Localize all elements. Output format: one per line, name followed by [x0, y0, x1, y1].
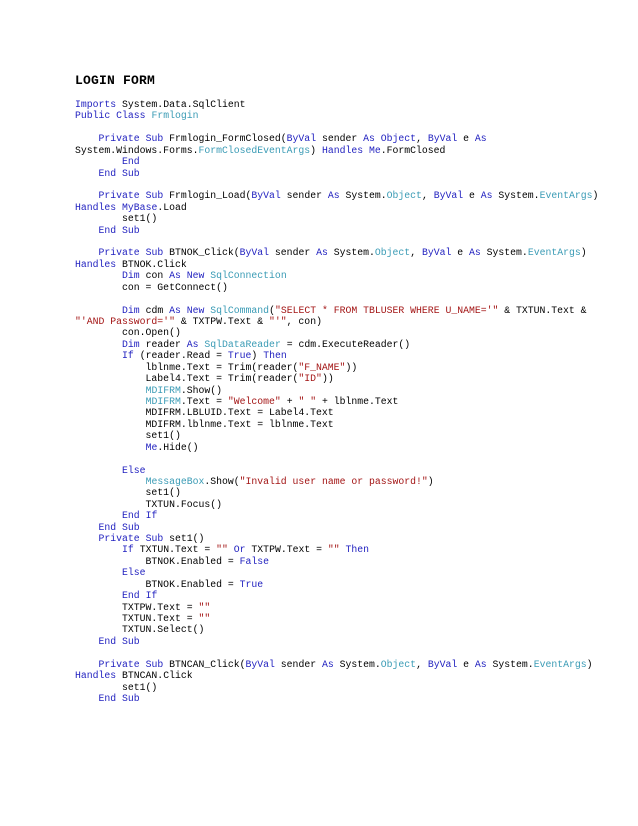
code-token: [75, 465, 122, 476]
code-token: MyBase: [122, 201, 158, 213]
code-token: MDIFRM.lblnme.Text = lblnme.Text: [75, 418, 334, 430]
code-token: Private Sub: [98, 190, 164, 202]
code-token: FormClosedEventArgs: [198, 144, 311, 156]
code-token: Me: [145, 441, 158, 453]
code-token: [75, 168, 99, 179]
code-token: sender: [269, 247, 317, 259]
code-line: [75, 259, 595, 270]
code-token: End Sub: [98, 224, 140, 236]
code-token: MDIFRM: [145, 395, 181, 407]
code-line: [75, 110, 595, 121]
code-token: ): [586, 658, 593, 670]
code-token: ): [310, 144, 322, 156]
code-token: Public Class: [75, 110, 146, 122]
code-token: reader: [139, 338, 187, 350]
code-token: + lblnme.Text: [316, 395, 399, 407]
code-token: [75, 659, 99, 670]
code-line: [75, 293, 595, 304]
code-token: Handles: [75, 258, 117, 270]
code-token: ByVal: [286, 133, 317, 145]
code-line: [75, 282, 595, 293]
code-token: BTNCAN_Click(: [163, 658, 246, 670]
code-line: [75, 316, 595, 327]
code-token: "'": [269, 316, 287, 328]
code-line: [75, 442, 595, 453]
code-token: .Show(: [204, 475, 240, 487]
code-token: As: [480, 190, 493, 202]
code-line: [75, 533, 595, 544]
code-token: Else: [122, 567, 146, 579]
code-line: [75, 179, 595, 190]
code-token: ): [580, 247, 587, 259]
code-token: Label4.Text = Trim(reader(: [75, 373, 299, 385]
code-token: [75, 636, 99, 647]
code-token: System.: [333, 658, 381, 670]
code-line: [75, 327, 595, 338]
code-token: BTNOK.Enabled =: [75, 555, 240, 567]
code-token: As: [327, 190, 340, 202]
code-line: [75, 168, 595, 179]
code-token: Private Sub: [98, 133, 164, 145]
code-token: set1(): [75, 681, 158, 693]
code-token: Object: [380, 133, 417, 145]
code-line: [75, 407, 595, 418]
code-token: Private Sub: [98, 247, 164, 259]
code-token: Me: [368, 144, 381, 156]
code-token: con: [139, 270, 170, 282]
code-token: System.: [480, 247, 528, 259]
code-line: [75, 567, 595, 578]
code-token: .Hide(): [157, 441, 199, 453]
code-token: "ID": [298, 373, 322, 385]
code-token: As New: [169, 304, 205, 316]
code-token: SqlConnection: [210, 270, 287, 282]
code-token: TXTUN.Select(): [75, 624, 205, 636]
code-line: [75, 624, 595, 635]
code-token: e: [457, 658, 475, 670]
code-token: [75, 522, 99, 533]
code-line: [75, 476, 595, 487]
code-token: e: [463, 190, 481, 202]
code-token: ,: [410, 247, 422, 259]
code-token: (: [269, 304, 275, 316]
code-token: sender: [280, 190, 328, 202]
code-token: TXTUN.Text =: [75, 612, 199, 624]
code-token: End Sub: [98, 167, 140, 179]
code-token: set1(): [75, 487, 181, 499]
code-token: sender: [274, 658, 322, 670]
code-token: TXTPW.Text =: [75, 601, 199, 613]
code-token: ByVal: [427, 133, 458, 145]
code-token: [75, 442, 146, 453]
code-token: ByVal: [427, 658, 458, 670]
code-line: [75, 556, 595, 567]
code-token: End Sub: [98, 692, 140, 704]
code-token: End Sub: [98, 635, 140, 647]
code-token: [75, 156, 122, 167]
code-token: ,: [416, 133, 428, 145]
code-token: ): [592, 190, 599, 202]
code-token: Or: [233, 544, 246, 556]
code-token: "": [216, 544, 228, 556]
code-line: [75, 682, 595, 693]
code-token: "": [198, 601, 211, 613]
code-token: Dim: [122, 270, 140, 282]
page-title: LOGIN FORM: [75, 73, 156, 88]
code-token: "Welcome": [227, 395, 281, 407]
code-line: [75, 270, 595, 281]
code-line: [75, 122, 595, 133]
code-token: set1(): [75, 430, 181, 442]
code-line: [75, 156, 595, 167]
code-token: MDIFRM: [145, 384, 181, 396]
code-token: & TXTPW.Text &: [174, 316, 270, 328]
code-token: Handles: [75, 201, 117, 213]
code-token: BTNOK.Click: [116, 258, 187, 270]
code-token: [75, 305, 122, 316]
code-line: [75, 99, 595, 110]
code-token: EventArgs: [527, 247, 581, 259]
code-token: Handles: [75, 670, 117, 682]
code-token: System.Windows.Forms.: [75, 144, 199, 156]
code-token: ,: [416, 658, 428, 670]
code-line: [75, 647, 595, 658]
code-token: TXTUN.Focus(): [75, 498, 222, 510]
code-line: [75, 613, 595, 624]
code-listing: [75, 99, 599, 704]
code-token: con.Open(): [75, 327, 181, 339]
code-token: As New: [169, 270, 205, 282]
code-token: ByVal: [433, 190, 464, 202]
code-line: [75, 453, 595, 464]
code-token: sender: [316, 133, 364, 145]
code-token: SqlDataReader: [204, 338, 281, 350]
code-token: End Sub: [98, 521, 140, 533]
code-token: (reader.Read =: [133, 350, 228, 362]
code-token: EventArgs: [533, 658, 587, 670]
code-token: ByVal: [421, 247, 452, 259]
code-token: [75, 693, 99, 704]
code-token: [75, 476, 146, 487]
code-token: "'AND Password='": [75, 316, 175, 328]
code-token: ByVal: [239, 247, 270, 259]
code-token: TXTUN.Text =: [133, 544, 217, 556]
code-token: As: [316, 247, 328, 259]
code-line: [75, 350, 595, 361]
code-token: Object: [374, 247, 411, 259]
code-token: .Load: [157, 201, 187, 213]
code-token: System.: [339, 190, 387, 202]
code-token: If: [122, 544, 134, 556]
code-token: [75, 533, 99, 544]
code-line: [75, 544, 595, 555]
code-token: SqlCommand: [210, 304, 270, 316]
code-token: System.: [486, 658, 534, 670]
code-token: [75, 590, 122, 601]
code-token: Dim: [122, 304, 140, 316]
code-token: Then: [345, 544, 370, 556]
code-line: [75, 145, 595, 156]
code-token: As: [474, 658, 487, 670]
code-token: End If: [122, 510, 158, 522]
code-line: [75, 373, 595, 384]
code-token: [75, 567, 122, 578]
code-token: [75, 270, 122, 281]
code-token: ByVal: [245, 658, 275, 670]
code-token: [75, 247, 99, 258]
code-token: As: [321, 658, 334, 670]
code-token: +: [280, 395, 299, 407]
code-token: & TXTUN.Text &: [498, 304, 587, 316]
code-token: .FormClosed: [380, 144, 446, 156]
code-token: Private Sub: [98, 658, 164, 670]
code-line: [75, 202, 595, 213]
code-line: [75, 133, 595, 144]
code-token: set1(): [75, 213, 158, 225]
code-token: [75, 350, 122, 361]
code-line: [75, 213, 595, 224]
code-token: System.: [492, 190, 540, 202]
code-line: [75, 579, 595, 590]
code-token: System.: [327, 247, 375, 259]
code-token: set1(): [163, 533, 205, 545]
code-token: False: [239, 555, 270, 567]
code-line: [75, 636, 595, 647]
code-line: [75, 670, 595, 681]
code-token: [75, 544, 122, 555]
code-token: [75, 190, 99, 201]
code-token: TXTPW.Text =: [245, 544, 328, 556]
code-token: BTNCAN.Click: [116, 670, 193, 682]
code-token: As: [363, 133, 375, 145]
code-token: Dim: [122, 338, 140, 350]
code-token: End If: [122, 590, 158, 602]
code-token: System.Data.SqlClient: [116, 99, 246, 110]
code-line: [75, 396, 595, 407]
code-token: BTNOK_Click(: [163, 247, 240, 259]
code-line: [75, 510, 595, 521]
code-token: As: [186, 338, 199, 350]
code-token: Handles: [321, 144, 364, 156]
code-token: Imports: [75, 99, 117, 110]
code-token: ): [251, 350, 264, 362]
code-token: [75, 510, 122, 521]
code-token: True: [239, 578, 264, 590]
code-line: [75, 339, 595, 350]
code-token: lblnme.Text = Trim(reader(: [75, 361, 299, 373]
code-token: As: [469, 247, 481, 259]
code-token: , con): [286, 316, 322, 328]
code-line: [75, 190, 599, 202]
code-line: [75, 236, 595, 247]
code-line: [75, 225, 595, 236]
code-line: [75, 362, 595, 373]
code-token: "SELECT * FROM TBLUSER WHERE U_NAME='": [274, 304, 499, 316]
code-token: [75, 339, 122, 350]
code-token: True: [227, 350, 252, 362]
code-line: [75, 419, 595, 430]
code-token: con = GetConnect(): [75, 281, 228, 293]
code-token: EventArgs: [539, 190, 593, 202]
code-line: [75, 602, 595, 613]
code-token: "F_NAME": [298, 361, 346, 373]
code-token: BTNOK.Enabled =: [75, 578, 240, 590]
code-token: [75, 396, 146, 407]
code-token: " ": [298, 395, 317, 407]
code-line: [75, 305, 595, 316]
code-line: [75, 487, 595, 498]
code-token: As: [474, 133, 487, 145]
code-token: ,: [421, 190, 434, 202]
code-line: [75, 659, 595, 670]
code-token: ByVal: [251, 190, 281, 202]
code-token: Frmlogin_Load(: [163, 190, 252, 202]
code-token: Else: [122, 464, 146, 476]
code-token: End: [122, 156, 140, 168]
code-line: [75, 499, 595, 510]
code-token: Object: [380, 658, 417, 670]
code-token: "": [327, 544, 340, 556]
code-token: ): [427, 475, 434, 487]
code-token: = cdm.ExecuteReader(): [280, 338, 411, 350]
code-token: "Invalid user name or password!": [239, 475, 428, 487]
code-line: [75, 693, 595, 704]
code-line: [75, 247, 595, 258]
code-token: e: [457, 133, 475, 145]
code-token: "": [198, 612, 211, 624]
code-token: cdm: [139, 304, 170, 316]
code-token: .Text =: [180, 395, 228, 407]
code-token: [75, 133, 99, 144]
code-token: Frmlogin: [151, 110, 199, 122]
code-line: [75, 385, 595, 396]
code-token: [75, 385, 146, 396]
code-token: Frmlogin_FormClosed(: [163, 133, 287, 145]
code-token: If: [122, 350, 134, 362]
code-token: [75, 225, 99, 236]
code-token: Then: [263, 350, 287, 362]
code-token: .Show(): [180, 384, 222, 396]
code-token: e: [451, 247, 469, 259]
code-line: [75, 465, 595, 476]
code-token: Object: [386, 190, 422, 202]
code-token: Private Sub: [98, 533, 164, 545]
code-token: )): [321, 373, 334, 385]
code-line: [75, 522, 595, 533]
code-token: )): [345, 361, 358, 373]
code-token: MDIFRM.LBLUID.Text = Label4.Text: [75, 407, 334, 419]
code-line: [75, 590, 595, 601]
code-line: [75, 430, 595, 441]
code-token: MessageBox: [145, 475, 205, 487]
